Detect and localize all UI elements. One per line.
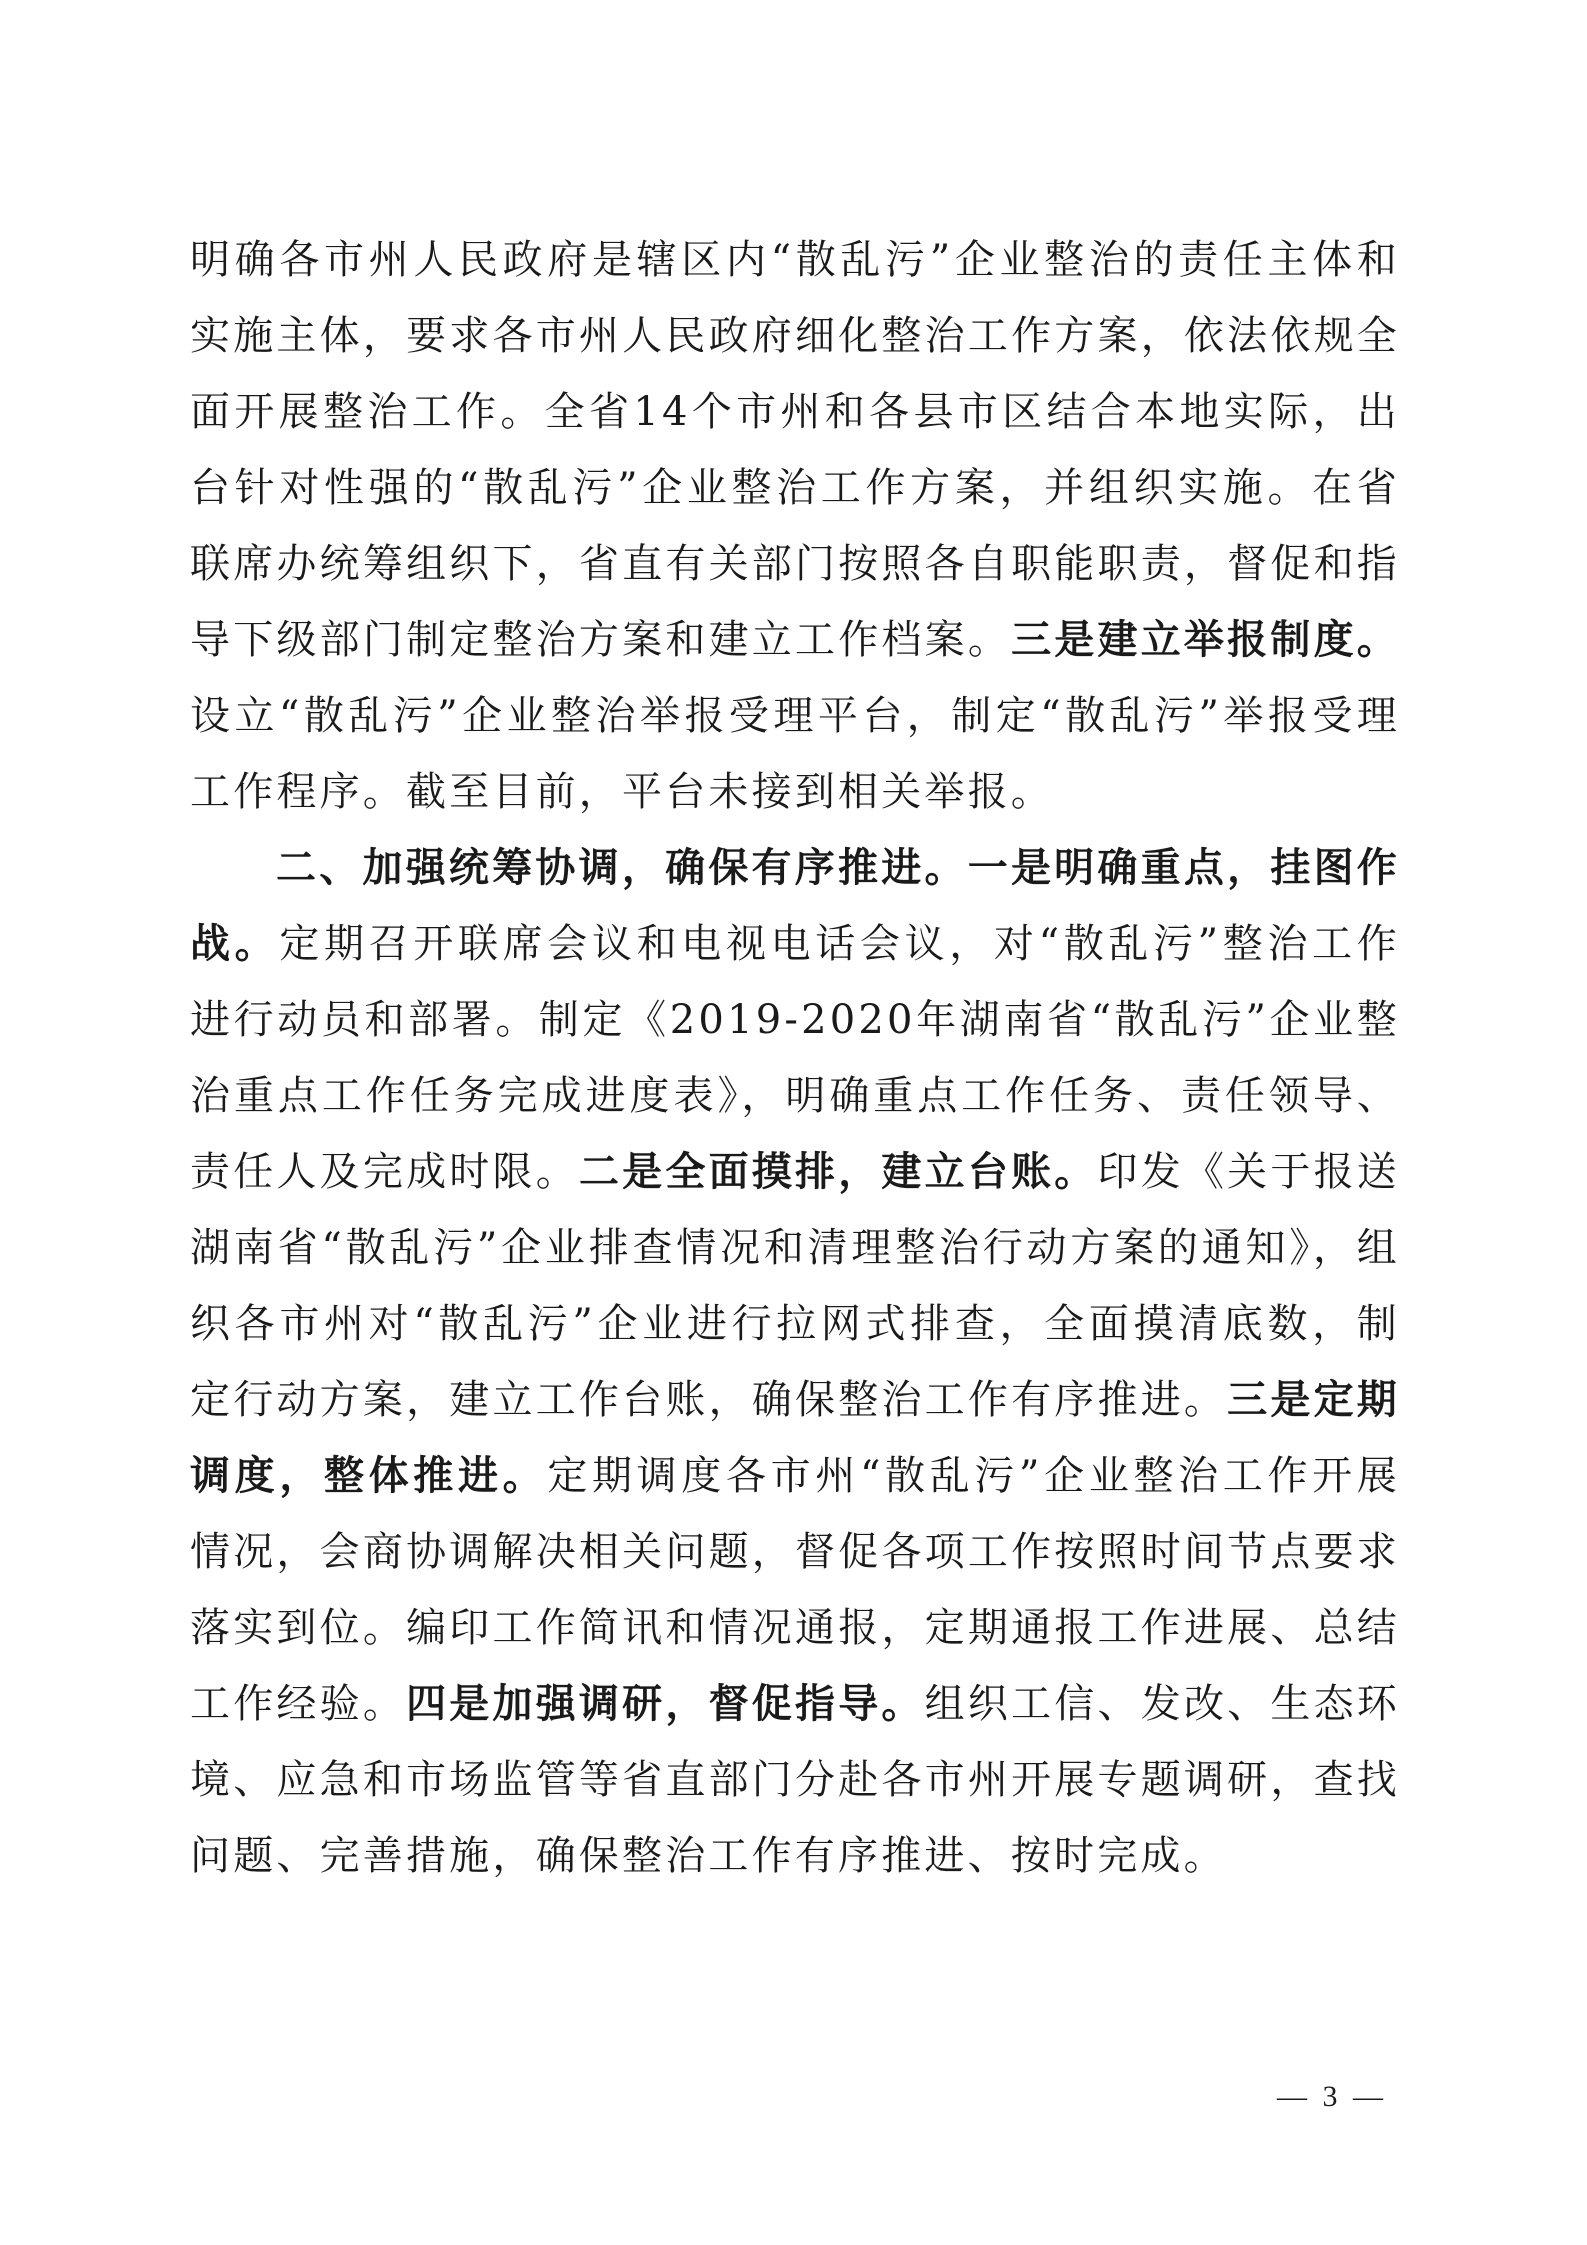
paragraph-1 — [190, 222, 1400, 830]
page-number: — 3 — — [1277, 2080, 1387, 2113]
section-heading-coordination: 二、加强统筹协调，确保有序推进。一是明确重点，挂图作战。 — [190, 844, 1400, 967]
paragraph-2 — [190, 830, 1400, 1894]
paragraph-2-heading-scheduling: 三是定期调度，整体推进。 — [190, 1376, 1400, 1499]
body-text — [190, 222, 1400, 1894]
paragraph-1-segment-1: 明确各市州人民政府是辖区内“散乱污”企业整治的责任主体和实施主体，要求各市州人民政府细化整治工作方案，依法依规全面开展整治工作。全省14个市州和各县市区结合本地实际，出台针对性强的“散乱污”企业整治工作方案，并组织实施。在省联席办统筹组织下，省直有关部门按照各自职能职责，督促和指导下级部门制定整治方案和建立工作档案。 — [190, 237, 1400, 663]
paragraph-2-segment-4: 印发《关于报送湖南省“散乱污”企业排查情况和清理整治行动方案的通知》，组织各市州对“散乱污”企业进行拉网式排查，全面摸清底数，制定行动方案，建立工作台账，确保整治工作有序推进。 — [190, 1149, 1400, 1423]
paragraph-2-segment-2: 定期召开联席会议和电视电话会议，对“散乱污”整治工作进行动员和部署。制定《2019-2020年湖南省“散乱污”企业整治重点工作任务完成进度表》，明确重点工作任务、责任领导、责任人及完成时限。 — [190, 921, 1400, 1195]
paragraph-2-heading-survey-ledger: 二是全面摸排，建立台账。 — [578, 1148, 1098, 1195]
paragraph-1-segment-3: 设立“散乱污”企业整治举报受理平台，制定“散乱污”举报受理工作程序。截至目前，平台未接到相关举报。 — [190, 693, 1400, 815]
paragraph-1-heading-report-system: 三是建立举报制度。 — [1011, 616, 1400, 663]
paragraph-2-heading-research: 四是加强调研，督促指导。 — [406, 1680, 925, 1727]
paragraph-2-segment-8: 组织工信、发改、生态环境、应急和市场监管等省直部门分赴各市州开展专题调研，查找问题、完善措施，确保整治工作有序推进、按时完成。 — [190, 1681, 1401, 1879]
paragraph-2-segment-6: 定期调度各市州“散乱污”企业整治工作开展情况，会商协调解决相关问题，督促各项工作按照时间节点要求落实到位。编印工作简讯和情况通报，定期通报工作进展、总结工作经验。 — [190, 1453, 1400, 1727]
